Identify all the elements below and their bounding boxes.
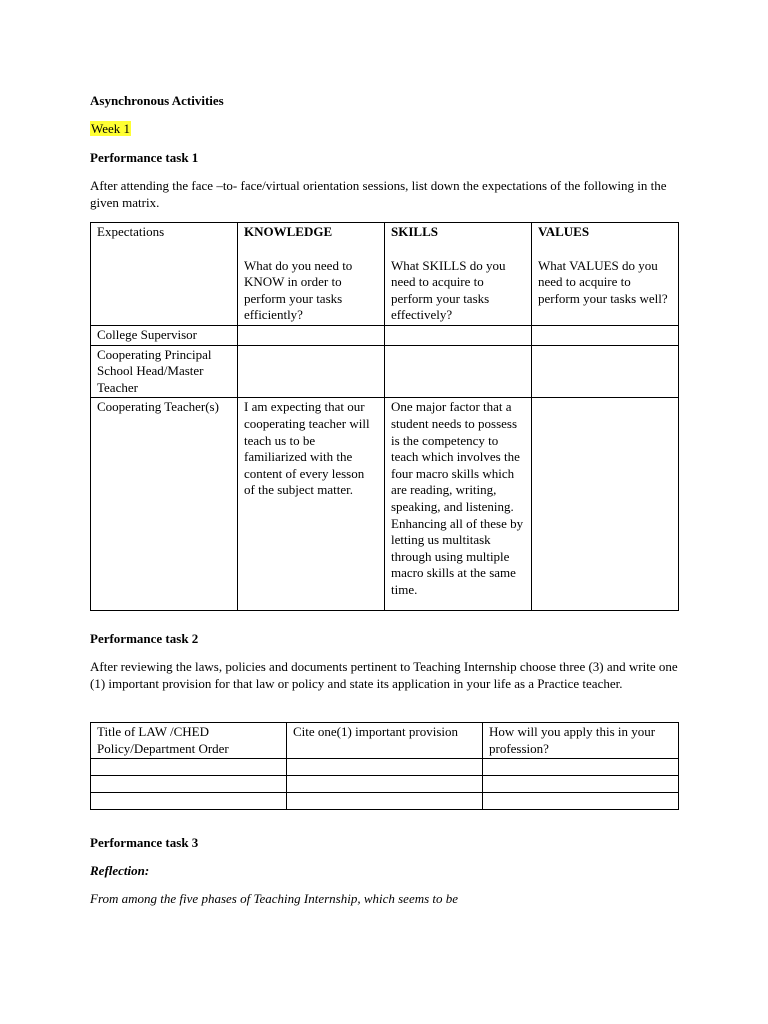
values-header — [532, 223, 679, 326]
reflection-prompt: From among the five phases of Teaching Internship, which seems to be — [90, 891, 459, 906]
skills-title: SKILLS — [391, 224, 438, 239]
provision-header: Cite one(1) important provision — [287, 723, 483, 759]
matrix-header-row — [91, 223, 679, 326]
reflection-label: Reflection: — [90, 863, 150, 878]
knowledge-cell — [238, 325, 385, 345]
document-heading: Asynchronous Activities — [90, 93, 224, 108]
row-label: Cooperating Teacher(s) — [91, 398, 238, 611]
law-title-cell — [91, 793, 287, 810]
task2-title: Performance task 2 — [90, 631, 199, 646]
row-label: College Supervisor — [91, 325, 238, 345]
table-row — [91, 793, 679, 810]
matrix-row-college-supervisor — [91, 325, 679, 345]
row-label: Cooperating Principal School Head/Master Teacher — [91, 345, 238, 398]
expectations-matrix — [90, 222, 679, 611]
skills-cell — [385, 345, 532, 398]
values-cell — [532, 325, 679, 345]
table-row — [91, 776, 679, 793]
matrix-row-cooperating-teacher — [91, 398, 679, 611]
knowledge-title: KNOWLEDGE — [244, 224, 333, 239]
skills-question: What SKILLS do you need to acquire to perform your tasks effectively? — [391, 257, 506, 323]
task2-instruction: After reviewing the laws, policies and documents pertinent to Teaching Internship choose three (3) and write one (1) important provision for that law or policy and state its application in your life as a Practice teacher. — [90, 659, 678, 691]
values-title: VALUES — [538, 224, 590, 239]
law-title-cell — [91, 759, 287, 776]
provision-cell — [287, 759, 483, 776]
week-label — [90, 121, 680, 138]
expectations-header: Expectations — [91, 223, 238, 326]
application-cell — [483, 759, 679, 776]
values-cell — [532, 398, 679, 611]
law-title-header: Title of LAW /CHED Policy/Department Order — [91, 723, 287, 759]
matrix-row-cooperating-principal — [91, 345, 679, 398]
knowledge-question: What do you need to KNOW in order to perform your tasks efficiently? — [244, 257, 353, 323]
application-cell — [483, 776, 679, 793]
application-header: How will you apply this in your profession? — [483, 723, 679, 759]
knowledge-cell: I am expecting that our cooperating teacher will teach us to be familiarized with the content of every lesson of the subject matter. — [238, 398, 385, 611]
values-cell — [532, 345, 679, 398]
table-row — [91, 759, 679, 776]
knowledge-cell — [238, 345, 385, 398]
task3-title: Performance task 3 — [90, 835, 199, 850]
provisions-table — [90, 722, 679, 810]
provision-cell — [287, 776, 483, 793]
skills-cell — [385, 325, 532, 345]
knowledge-header — [238, 223, 385, 326]
values-question: What VALUES do you need to acquire to perform your tasks well? — [538, 257, 668, 306]
skills-header — [385, 223, 532, 326]
skills-cell: One major factor that a student needs to possess is the competency to teach which involves the four macro skills which are reading, writing, speaking, and listening. Enhancing all of these by letting us multitask through using multiple macro skills at the same time. — [385, 398, 532, 611]
week-highlight: Week 1 — [91, 121, 131, 136]
provision-cell — [287, 793, 483, 810]
application-cell — [483, 793, 679, 810]
provisions-header-row — [91, 723, 679, 759]
law-title-cell — [91, 776, 287, 793]
task1-title: Performance task 1 — [90, 150, 199, 165]
task1-instruction: After attending the face –to- face/virtual orientation sessions, list down the expectations of the following in the given matrix. — [90, 178, 667, 210]
